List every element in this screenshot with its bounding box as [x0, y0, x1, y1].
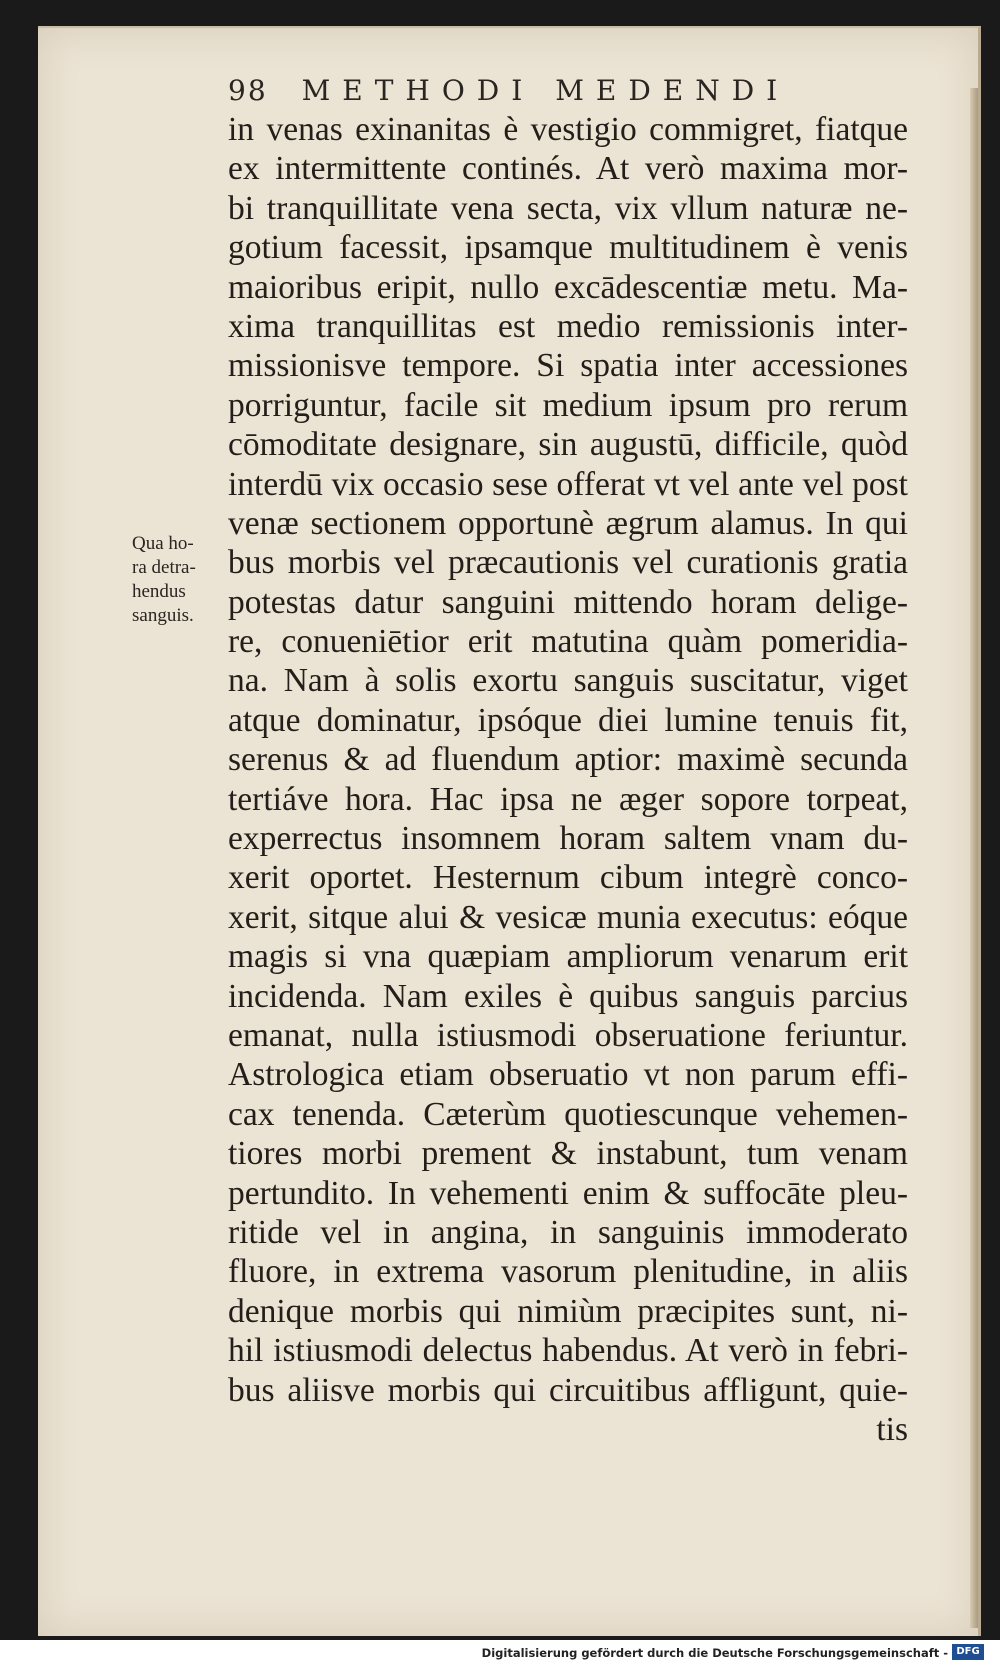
text-line: incidenda. Nam exiles è quibus sanguis parcius — [228, 977, 908, 1015]
marginal-note-line: Qua ho- — [132, 533, 194, 554]
text-line: in venas exinanitas è vestigio commigret, fiatque — [228, 111, 908, 148]
running-head — [228, 74, 868, 107]
text-line: tiores morbi prement & instabunt, tum venam — [228, 1135, 908, 1173]
text-line: cōmoditate designare, sin augustū, difficile, quòd — [228, 426, 908, 464]
text-line: ritide vel in angina, in sanguinis immoderato — [228, 1213, 908, 1251]
marginal-note-line: hendus — [132, 581, 186, 602]
text-line: denique morbis qui nimiùm præcipites sunt, ni- — [228, 1292, 908, 1330]
text-line: potestas datur sanguini mittendo horam delige- — [228, 583, 908, 621]
page-number: 98 — [228, 74, 268, 107]
text-line: bus aliisve morbis qui circuitibus affligunt, quie- — [228, 1371, 908, 1409]
text-line: porriguntur, facile sit medium ipsum pro rerum — [228, 386, 908, 424]
text-line: missionisve tempore. Si spatia inter accessiones — [228, 347, 908, 385]
text-line: ex intermittente continés. At verò maxima mor- — [228, 150, 908, 188]
text-line: interdū vix occasio sese offerat vt vel ante vel post — [228, 465, 908, 503]
text-line: pertundito. In vehementi enim & suffocāte pleu- — [228, 1174, 908, 1212]
text-line: magis si vna quæpiam ampliorum venarum erit — [228, 938, 908, 976]
text-line: atque dominatur, ipsóque diei lumine tenuis fit, — [228, 701, 908, 739]
marginal-note-line: ra detra- — [132, 557, 196, 578]
text-line: experrectus insomnem horam saltem vnam du- — [228, 820, 908, 858]
text-line: xima tranquillitas est medio remissionis inter- — [228, 307, 908, 345]
page-edge — [970, 88, 978, 1628]
text-line: Astrologica etiam obseruatio vt non parum effi- — [228, 1056, 908, 1094]
text-line: xerit oportet. Hesternum cibum integrè conco- — [228, 859, 908, 897]
body-text — [228, 110, 908, 1449]
text-line: venæ sectionem opportunè ægrum alamus. In qui — [228, 504, 908, 542]
text-line: cax tenenda. Cæterùm quotiescunque vehemen- — [228, 1095, 908, 1133]
running-title: METHODI MEDENDI — [301, 74, 790, 107]
marginal-note-line: sanguis. — [132, 605, 194, 626]
text-line: bi tranquillitate vena secta, vix vllum naturæ ne- — [228, 189, 908, 227]
text-line: re, conueniētior erit matutina quàm pomeridia- — [228, 623, 908, 661]
text-line: xerit, sitque alui & vesicæ munia executus: eóque — [228, 898, 908, 936]
text-line: tertiáve hora. Hac ipsa ne æger sopore torpeat, — [228, 780, 908, 818]
text-line: na. Nam à solis exortu sanguis suscitatur, viget — [228, 662, 908, 700]
catchword: tis — [876, 1410, 908, 1448]
text-line: gotium facessit, ipsamque multitudinem è venis — [228, 229, 908, 267]
footer-credit: Digitalisierung gefördert durch die Deutsche Forschungsgemeinschaft - — [481, 1646, 948, 1660]
text-line: serenus & ad fluendum aptior: maximè secunda — [228, 741, 908, 779]
dfg-logo: DFG — [952, 1644, 984, 1660]
text-line: fluore, in extrema vasorum plenitudine, in aliis — [228, 1253, 908, 1291]
marginal-note — [132, 532, 232, 628]
footer-bar — [0, 1640, 1000, 1670]
text-line: bus morbis vel præcautionis vel curationis gratia — [228, 544, 908, 582]
text-line: hil istiusmodi delectus habendus. At verò in febri- — [228, 1332, 908, 1370]
text-line: maioribus eripit, nullo excādescentiæ metu. Ma- — [228, 268, 908, 306]
text-line: emanat, nulla istiusmodi obseruatione feriuntur. — [228, 1016, 908, 1054]
